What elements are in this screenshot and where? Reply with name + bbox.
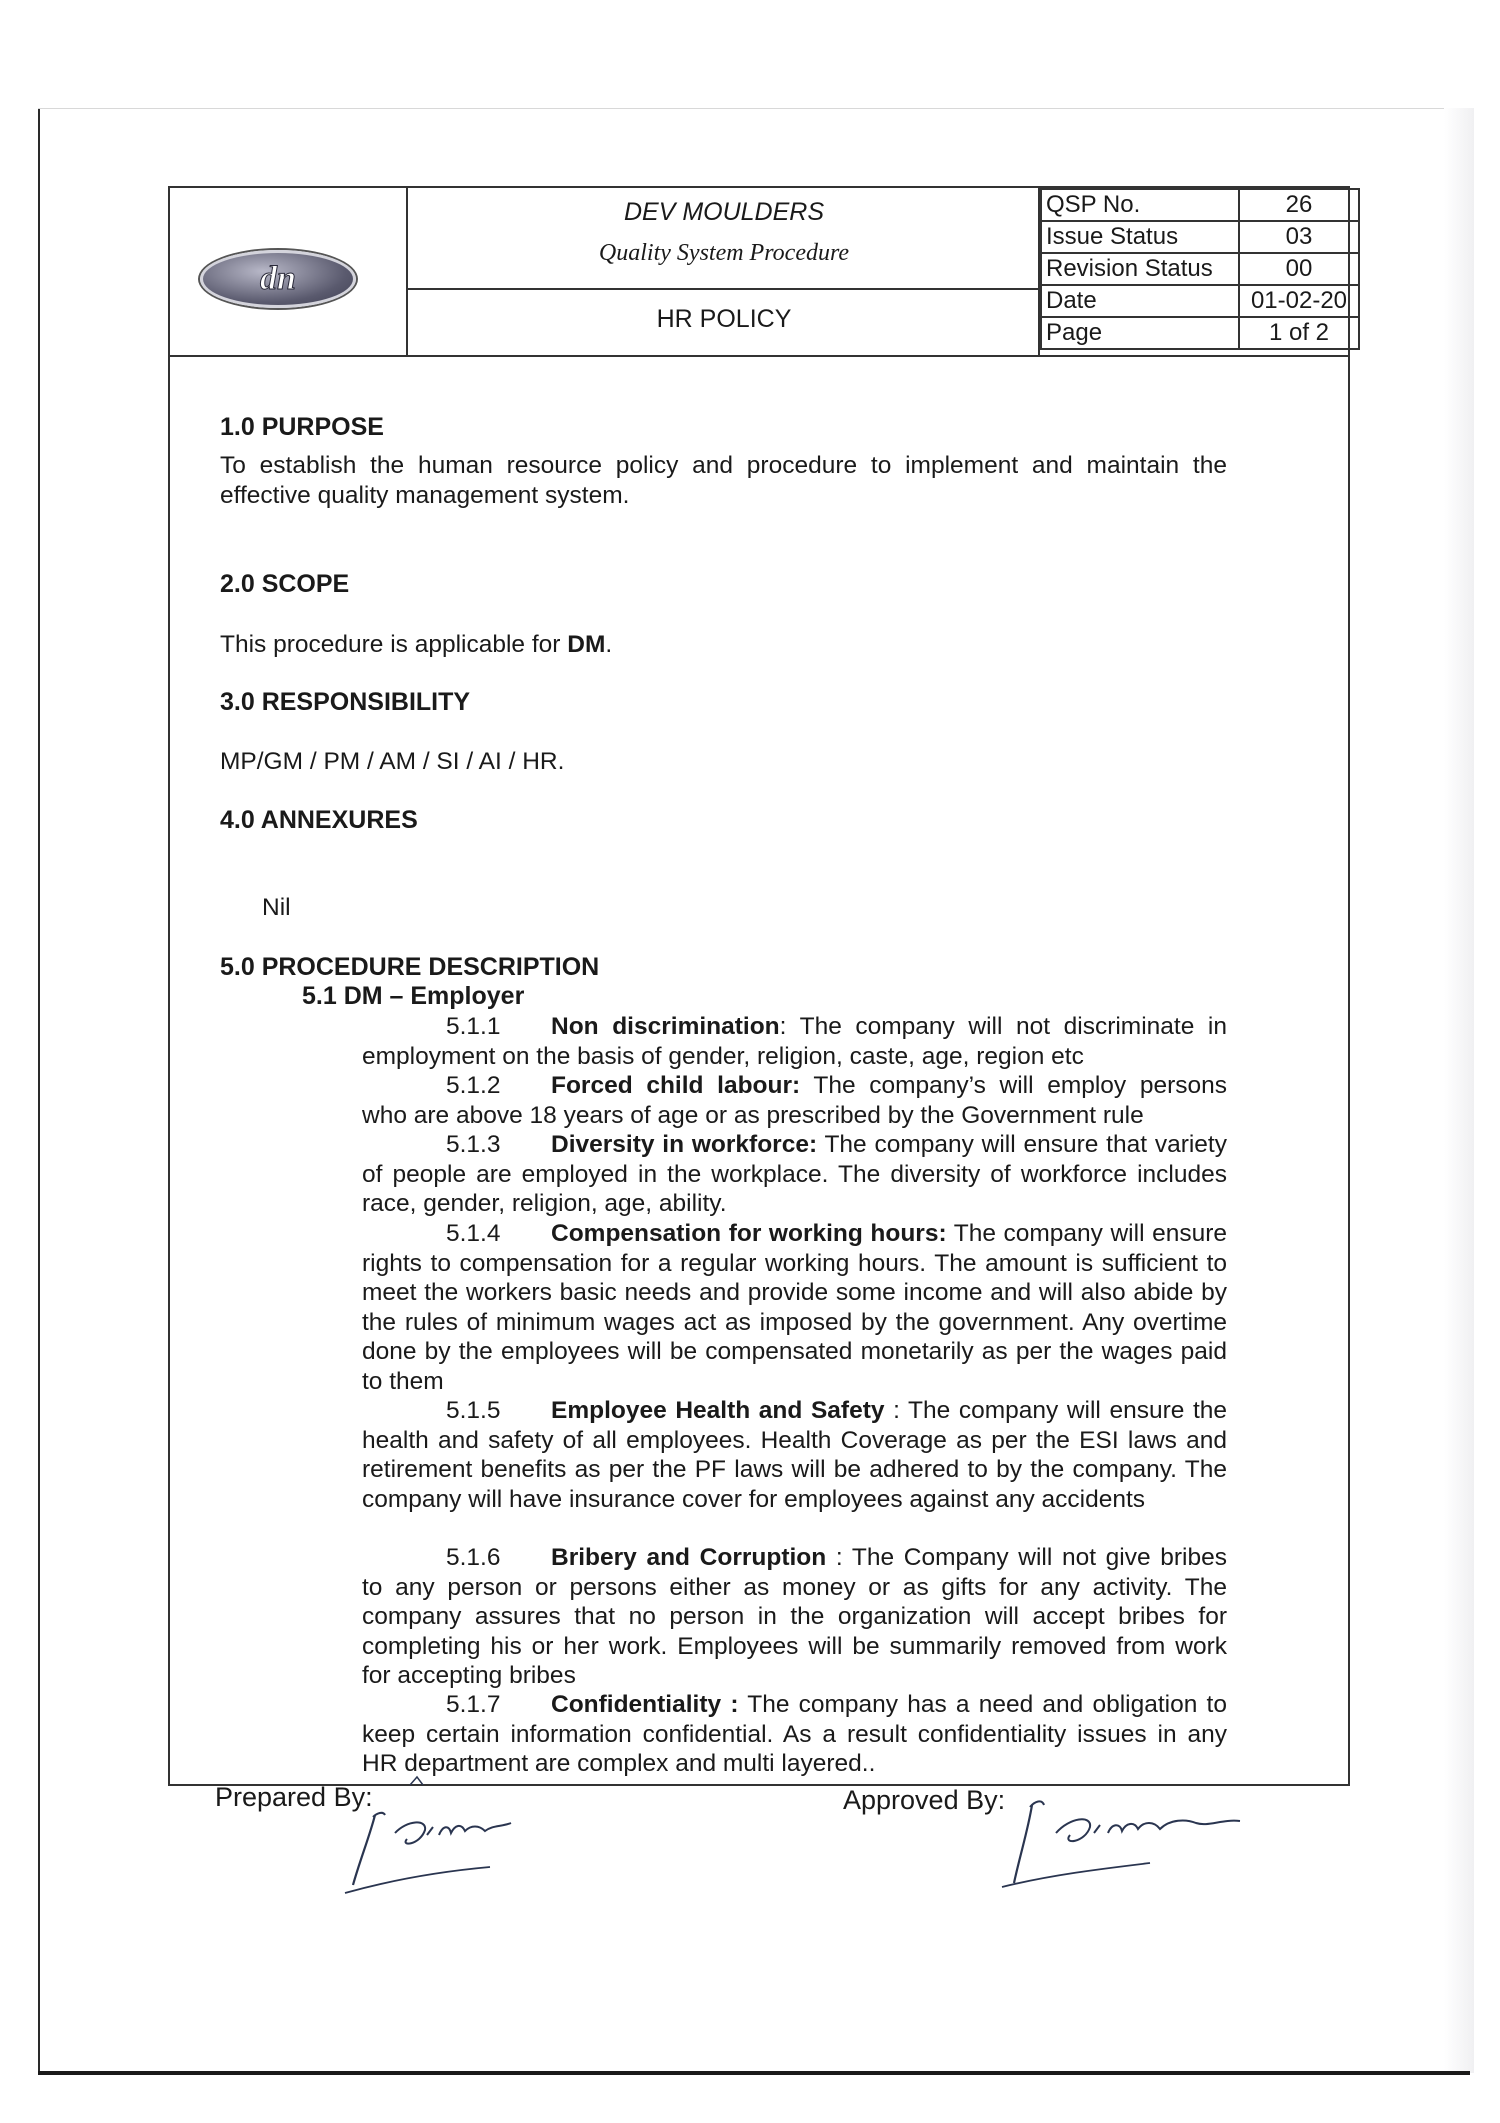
scope-end: .	[605, 631, 613, 658]
procedure-item	[362, 1071, 1227, 1130]
item-text: The company has a need and obligation to keep certain information confidential. As a result confidentiality issues in any HR department are complex and multi layered..	[362, 1691, 1227, 1777]
company-logo	[200, 250, 356, 308]
scan-edge-bottom	[38, 2071, 1470, 2075]
responsibility-heading: 3.0 RESPONSIBILITY	[220, 688, 471, 716]
meta-row	[1041, 221, 1359, 253]
logo-cell	[170, 188, 408, 355]
approved-signature	[990, 1775, 1270, 1895]
item-text: : The Company will not give bribes to any person or persons either as money or as gifts for any activity. The company assures that no person in the organization will accept bribes for completing his or her work. Employees will be summarily removed from work for accepting bribes	[362, 1544, 1228, 1689]
procedure-item	[362, 1543, 1227, 1691]
procedure-item	[362, 1012, 1227, 1071]
item-number: 5.1.3	[446, 1131, 501, 1158]
document-title: HR POLICY	[656, 305, 792, 333]
item-title: Employee Health and Safety	[551, 1397, 885, 1424]
item-number: 5.1.6	[446, 1544, 501, 1571]
responsibility-text: MP/GM / PM / AM / SI / AI / HR.	[220, 748, 565, 775]
scan-edge-top	[38, 108, 1468, 109]
annexures-heading: 4.0 ANNEXURES	[220, 806, 418, 834]
meta-value: 1 of 2	[1239, 317, 1359, 349]
annexures-text: Nil	[262, 894, 291, 921]
approved-by-label: Approved By:	[843, 1785, 1006, 1815]
prepared-by-label: Prepared By:	[215, 1782, 373, 1812]
meta-label: Date	[1041, 285, 1239, 317]
meta-label: Revision Status	[1041, 253, 1239, 285]
title-divider	[408, 288, 1040, 290]
meta-value: 03	[1239, 221, 1359, 253]
item-title: Compensation for working hours:	[551, 1220, 947, 1247]
item-text: The company will ensure that variety of people are employed in the workplace. The diversity of workforce includes race, gender, religion, age, ability.	[362, 1131, 1227, 1217]
prepared-signature	[315, 1775, 575, 1895]
item-text: : The company will ensure the health and safety of all employees. Health Coverage as per the ESI laws and retirement benefits as per the PF laws will be adhered to by the company. The company will have insurance cover for employees against any accidents	[362, 1397, 1227, 1513]
scope-paragraph	[220, 630, 612, 660]
item-title: Non discrimination	[551, 1013, 780, 1040]
procedure-item	[362, 1396, 1227, 1514]
meta-row	[1041, 253, 1359, 285]
item-number: 5.1.1	[446, 1013, 501, 1040]
item-text: The company will ensure rights to compensation for a regular working hours. The amount is sufficient to meet the workers basic needs and provide some income and will also abide by the rules of minimum wages act as imposed by the government. Any overtime done by the employees will be compensated monetarily as per the wages paid to them	[362, 1220, 1227, 1395]
item-title: Diversity in workforce:	[551, 1131, 818, 1158]
document-meta-table	[1040, 188, 1360, 350]
procedure-item	[362, 1690, 1227, 1779]
logo-icon	[203, 253, 353, 305]
meta-row	[1041, 317, 1359, 349]
item-title: Bribery and Corruption	[551, 1544, 827, 1571]
company-name: DEV MOULDERS	[623, 198, 825, 226]
scope-bold: DM	[567, 631, 606, 658]
document-subtitle: Quality System Procedure	[598, 240, 850, 266]
meta-row	[1041, 189, 1359, 221]
scan-edge-left	[38, 108, 40, 2073]
item-text: : The company will not discriminate in employment on the basis of gender, religion, caste, age, region etc	[362, 1013, 1227, 1070]
purpose-text: To establish the human resource policy and procedure to implement and maintain the effective quality management system.	[220, 452, 1227, 509]
meta-value: 01-02-20	[1239, 285, 1359, 317]
procedure-item	[362, 1219, 1227, 1396]
item-number: 5.1.7	[446, 1691, 501, 1718]
procedure-subheading: 5.1 DM – Employer	[302, 982, 525, 1010]
meta-value: 26	[1239, 189, 1359, 221]
meta-value: 00	[1239, 253, 1359, 285]
procedure-item	[362, 1130, 1227, 1219]
meta-label: Page	[1041, 317, 1239, 349]
item-number: 5.1.2	[446, 1072, 501, 1099]
meta-label: QSP No.	[1041, 189, 1239, 221]
scope-heading: 2.0 SCOPE	[220, 570, 350, 598]
meta-row	[1041, 285, 1359, 317]
purpose-heading: 1.0 PURPOSE	[220, 413, 384, 441]
scope-text: This procedure is applicable for	[220, 631, 568, 658]
logo-text: dn	[260, 260, 296, 297]
item-number: 5.1.5	[446, 1397, 501, 1424]
item-title: Forced child labour:	[551, 1072, 801, 1099]
item-title: Confidentiality :	[551, 1691, 739, 1718]
item-number: 5.1.4	[446, 1220, 501, 1247]
scan-edge-right	[1444, 108, 1474, 2073]
header-divider	[168, 355, 1350, 357]
item-text: The company’s will employ persons who are above 18 years of age or as prescribed by the Government rule	[362, 1072, 1227, 1129]
meta-label: Issue Status	[1041, 221, 1239, 253]
procedure-heading: 5.0 PROCEDURE DESCRIPTION	[220, 953, 600, 981]
